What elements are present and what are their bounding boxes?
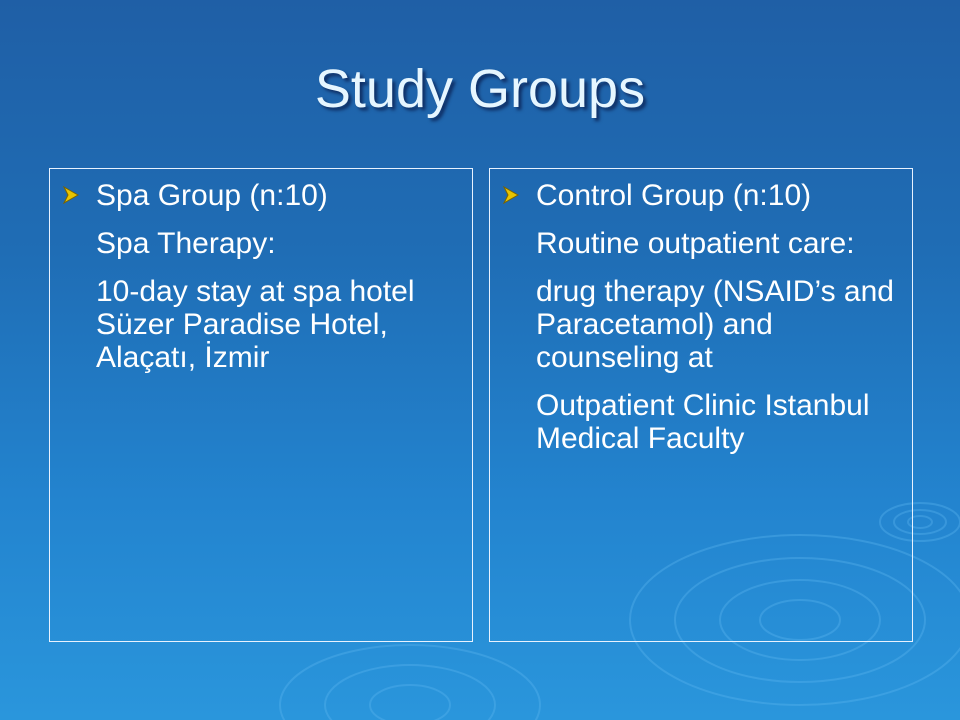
spa-group-panel [49, 168, 473, 642]
routine-care-label: Routine outpatient care: [536, 227, 855, 260]
arrow-bullet-icon [502, 186, 520, 204]
control-group-panel [489, 168, 913, 642]
arrow-bullet-icon [62, 186, 80, 204]
control-group-bullet [490, 179, 912, 212]
spa-group-heading: Spa Group (n:10) [96, 179, 328, 212]
slide-title: Study Groups [314, 59, 646, 119]
spa-therapy-detail: 10-day stay at spa hotel Süzer Paradise Hotel, Alaçatı, İzmir [96, 275, 415, 374]
drug-therapy-detail: drug therapy (NSAID’s and Paracetamol) and counseling at [536, 275, 894, 374]
spa-therapy-label: Spa Therapy: [96, 227, 276, 260]
control-group-heading: Control Group (n:10) [536, 179, 812, 212]
spa-group-bullet [50, 179, 472, 212]
clinic-detail: Outpatient Clinic Istanbul Medical Faculty [536, 389, 870, 455]
